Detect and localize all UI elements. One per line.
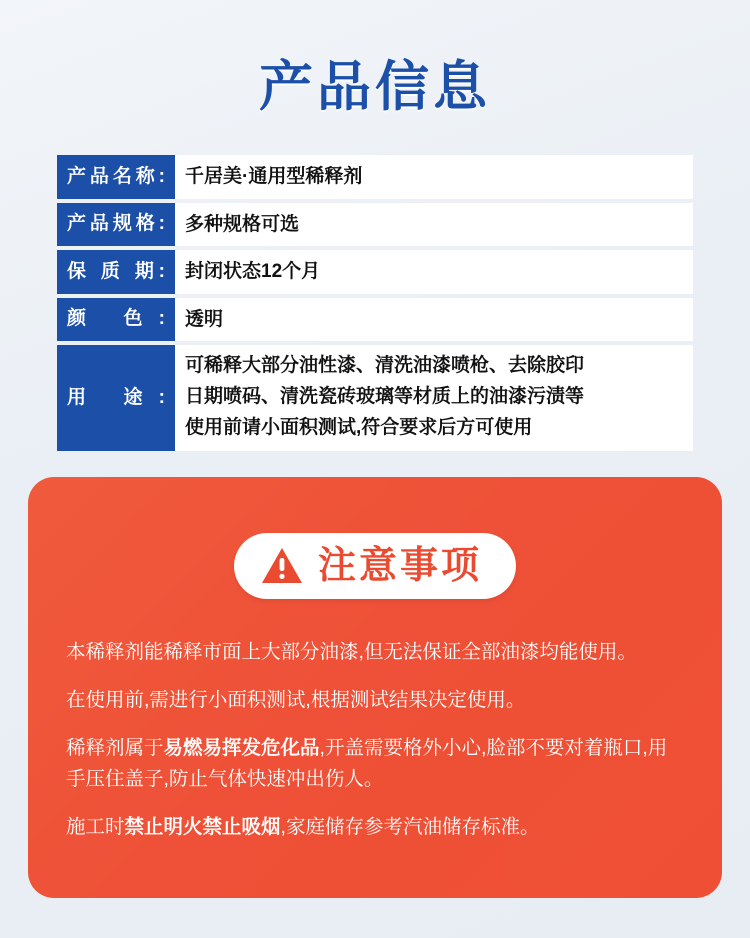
- row-label-text: 保 质 期:: [67, 260, 165, 282]
- page-title: 产品信息: [259, 57, 491, 117]
- row-label-text: 颜 色:: [67, 308, 165, 330]
- warning-text: ,家庭储存参考汽油储存标准。: [280, 815, 540, 838]
- row-label: [57, 203, 175, 246]
- warning-panel: [28, 477, 722, 898]
- warning-paragraph: [66, 812, 686, 842]
- row-value: 千居美·通用型稀释剂: [175, 155, 693, 198]
- row-label-text: 产品规格:: [67, 213, 165, 235]
- row-label: [57, 298, 175, 341]
- row-label-text: 用 途:: [67, 387, 165, 409]
- usage-line: 可稀释大部分油性漆、清洗油漆喷枪、去除胶印: [185, 355, 585, 377]
- row-label-text: 产品名称:: [67, 165, 165, 187]
- row-value: 透明: [175, 298, 693, 341]
- warning-text: ,开盖需要格外小心,脸部不要对着瓶口,用手压住盖子,防止气体快速冲出伤人。: [66, 737, 668, 790]
- row-value: 多种规格可选: [175, 203, 693, 246]
- table-row: [57, 298, 693, 341]
- warning-emphasis: 禁止明火禁止吸烟: [124, 815, 281, 838]
- warning-triangle-icon: [260, 546, 304, 586]
- warning-emphasis: 易燃易挥发危化品: [163, 737, 320, 760]
- usage-line: 使用前请小面积测试,符合要求后方可使用: [185, 416, 533, 438]
- table-row: [57, 203, 693, 246]
- warning-text: 施工时: [66, 815, 125, 838]
- table-row-usage: [57, 345, 693, 451]
- warning-text: 本稀释剂能稀释市面上大部分油漆,但无法保证全部油漆均能使用。: [66, 641, 637, 663]
- row-label: [57, 155, 175, 198]
- warning-text: 在使用前,需进行小面积测试,根据测试结果决定使用。: [66, 689, 526, 712]
- warning-badge-label: 注意事项: [317, 545, 483, 587]
- warning-paragraph: [66, 637, 686, 667]
- usage-line: 日期喷码、清洗瓷砖玻璃等材质上的油漆污渍等: [185, 385, 585, 407]
- table-row: [57, 250, 693, 293]
- row-value-usage: [175, 345, 693, 451]
- product-info-table: [57, 155, 693, 451]
- row-value: 封闭状态12个月: [175, 250, 693, 293]
- warning-paragraph: [66, 733, 686, 793]
- table-row: [57, 155, 693, 198]
- warning-text: 稀释剂属于: [66, 737, 164, 760]
- warning-paragraph: [66, 685, 686, 715]
- row-label: [57, 345, 175, 451]
- row-label: [57, 250, 175, 293]
- warning-badge: [234, 533, 516, 599]
- warning-body: [66, 637, 686, 860]
